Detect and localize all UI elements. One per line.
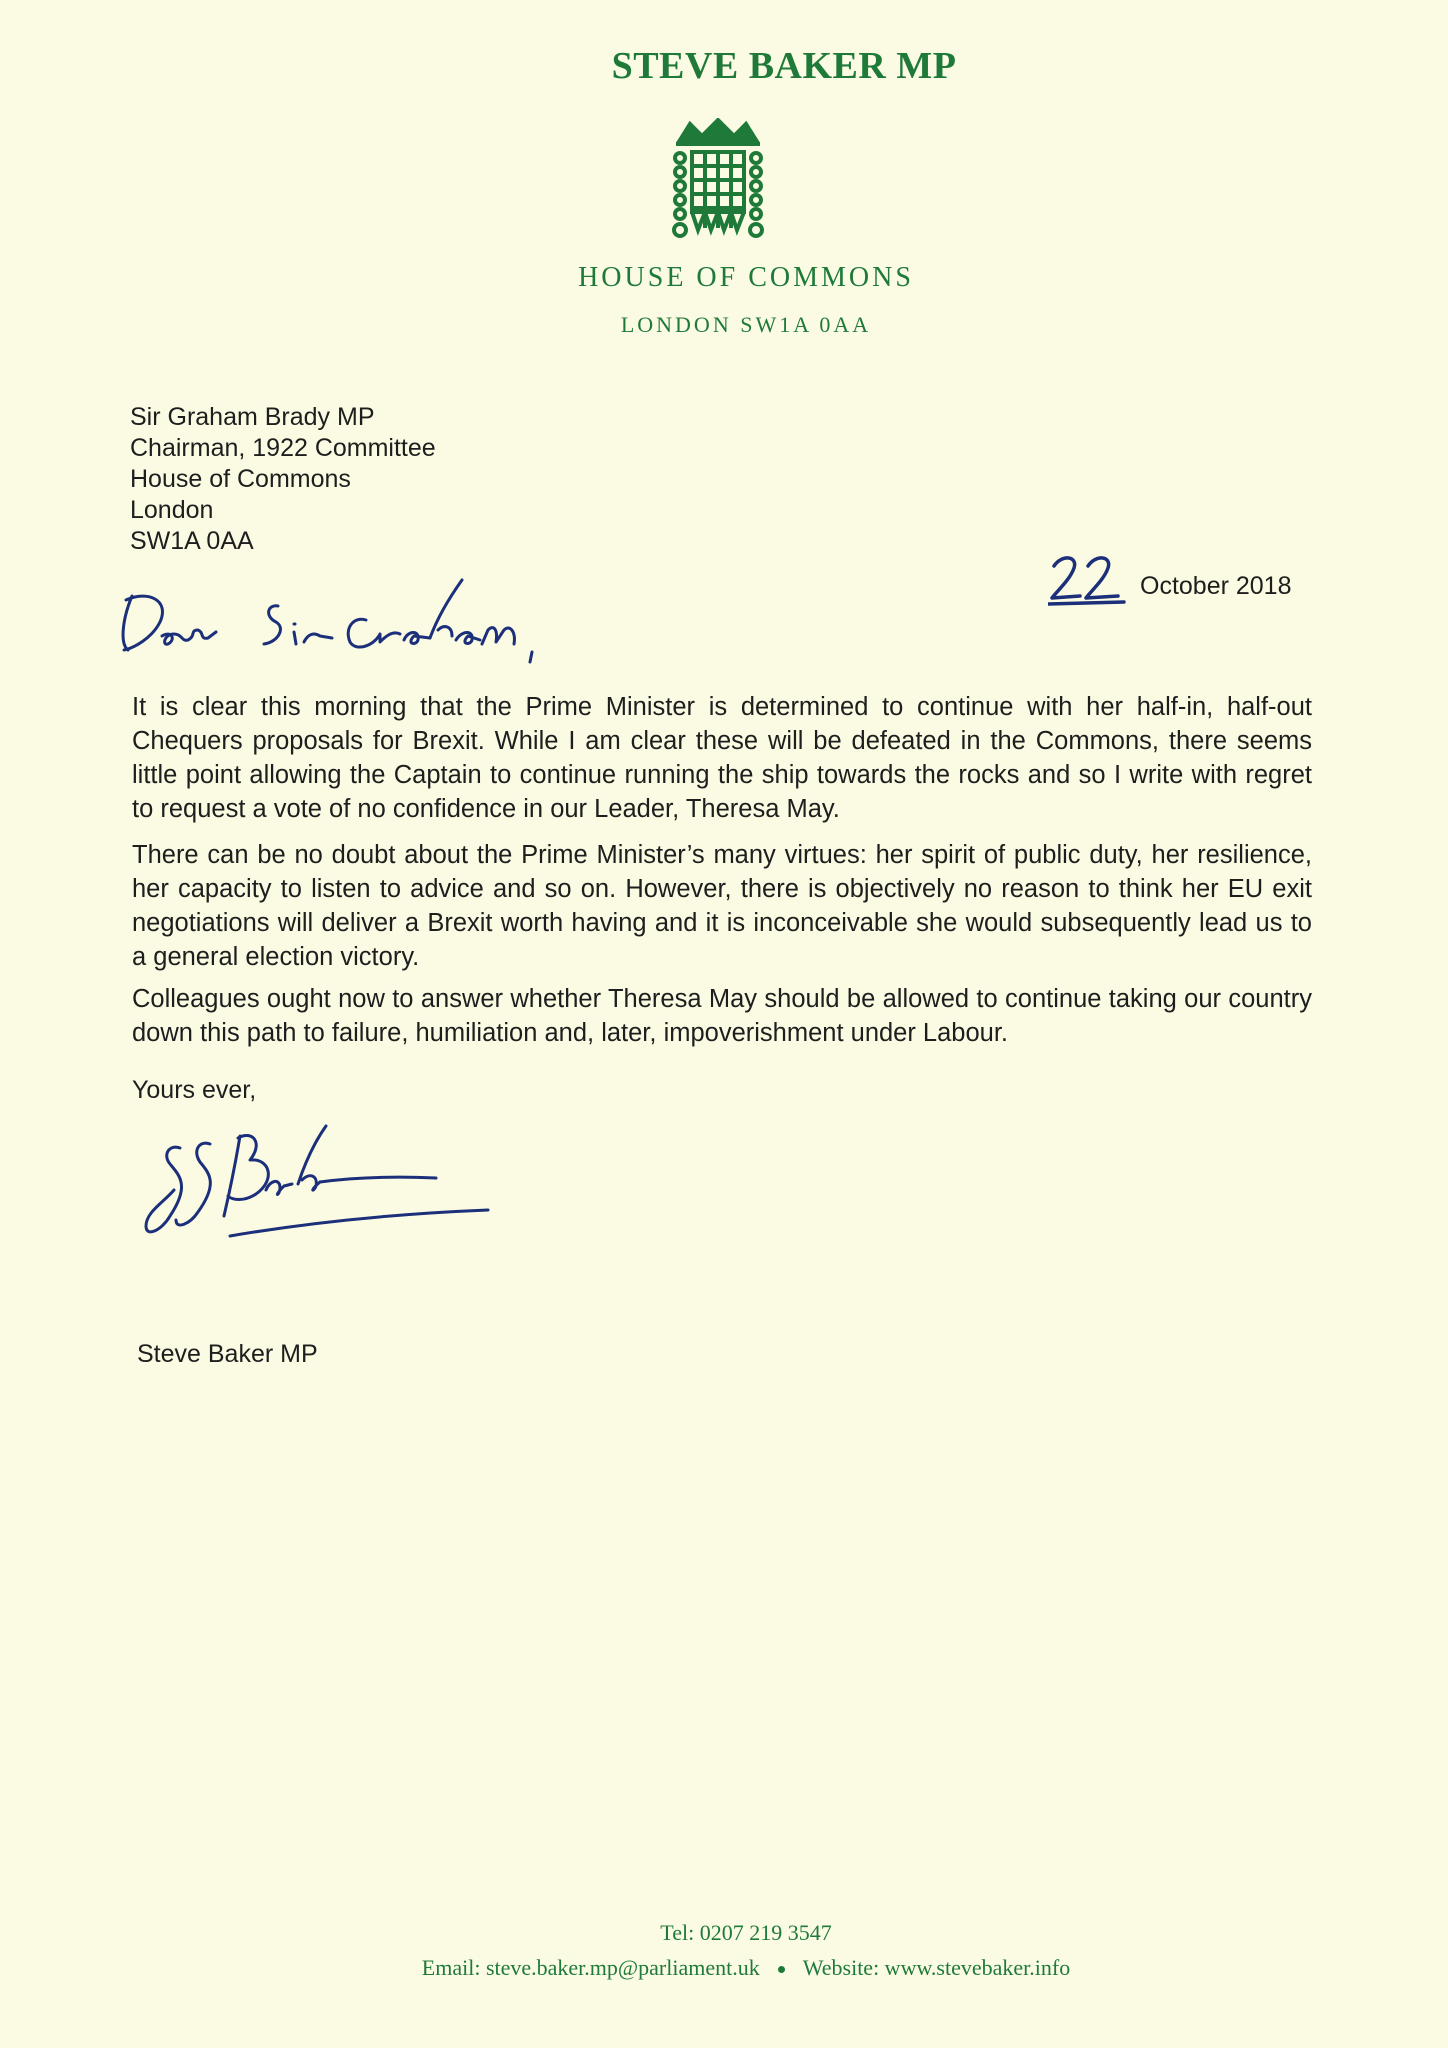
- letterhead-location: LONDON SW1A 0AA: [620, 312, 872, 337]
- footer-telephone: Tel: 0207 219 3547: [660, 1920, 832, 1945]
- footer-website[interactable]: Website: www.stevebaker.info: [802, 1955, 1071, 1980]
- closing: Yours ever,: [132, 1076, 257, 1104]
- body-paragraph: There can be no doubt about the Prime Minister’s many virtues: her spirit of public duty, her resilience, her capacity to listen to advice and so on. However, there is objectively no reason to think her EU exit negotiations will deliver a Brexit worth having and it is inconceivable she would subsequently lead us to a general election victory.: [132, 841, 1312, 971]
- address-line: Sir Graham Brady MP: [130, 403, 375, 431]
- body-paragraph: It is clear this morning that the Prime Minister is determined to continue with her half-in, half-out Chequers proposals for Brexit. While I am clear these will be defeated in the Commons, there seems little point allowing the Captain to continue running the ship towards the rocks and so I write with regret to request a vote of no confidence in our Leader, Theresa May.: [132, 693, 1312, 823]
- bullet-separator-icon: [778, 1966, 785, 1973]
- portcullis-icon: [662, 118, 774, 248]
- footer-contact: [22, 1955, 1448, 1981]
- footer-email[interactable]: Email: steve.baker.mp@parliament.uk: [421, 1955, 760, 1980]
- body-paragraph: Colleagues ought now to answer whether Theresa May should be allowed to continue taking our country down this path to failure, humiliation and, later, impoverishment under Labour.: [132, 985, 1312, 1047]
- date-month-year: October 2018: [1140, 572, 1292, 600]
- address-line: London: [130, 496, 214, 524]
- address-line: House of Commons: [130, 465, 351, 493]
- handwritten-salutation: [118, 560, 638, 670]
- recipient-address: [130, 402, 436, 557]
- signatory-name: Steve Baker MP: [137, 1340, 318, 1368]
- handwritten-day: [1048, 552, 1128, 610]
- letterhead-institution: HOUSE OF COMMONS: [578, 262, 914, 293]
- address-line: SW1A 0AA: [130, 527, 254, 555]
- letter-date: [1048, 552, 1308, 612]
- address-line: Chairman, 1922 Committee: [130, 434, 436, 462]
- letterhead-name: STEVE BAKER MP: [611, 45, 957, 87]
- signature-icon: [140, 1120, 540, 1260]
